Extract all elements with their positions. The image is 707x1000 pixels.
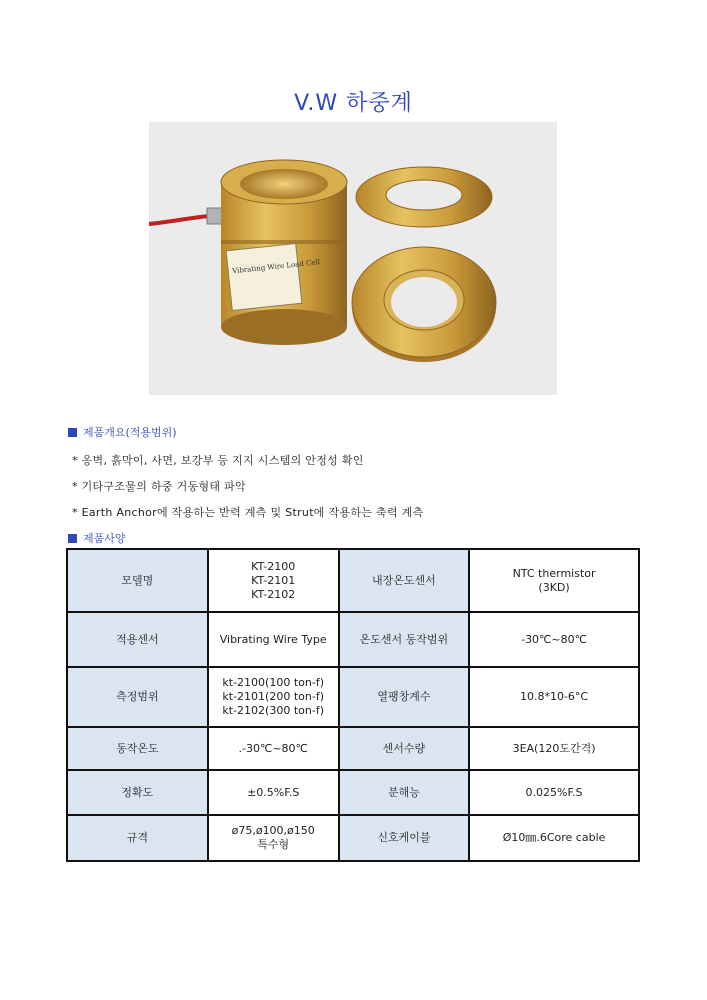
spec-label: 정확도	[67, 770, 208, 815]
table-row	[67, 815, 639, 861]
spec-value: 10.8*10-6°C	[469, 667, 639, 727]
table-row	[67, 549, 639, 612]
square-bullet-icon	[68, 534, 77, 543]
specs-heading: 제품사양	[68, 530, 126, 546]
overview-heading: 제품개요(적용범위)	[68, 424, 177, 440]
spec-value: 3EA(120도간격)	[469, 727, 639, 770]
spec-value: 0.025%F.S	[469, 770, 639, 815]
spec-label: 모델명	[67, 549, 208, 612]
spec-table	[66, 548, 640, 862]
spec-label: 적용센서	[67, 612, 208, 667]
spec-value: Ø10㎜.6Core cable	[469, 815, 639, 861]
spec-label: 규격	[67, 815, 208, 861]
square-bullet-icon	[68, 428, 77, 437]
overview-item: * Earth Anchor에 작용하는 반력 계측 및 Strut에 작용하는 축력 계측	[72, 506, 424, 519]
product-photo	[149, 122, 557, 395]
spec-label: 동작온도	[67, 727, 208, 770]
spec-label: 열팽창계수	[339, 667, 469, 727]
overview-item: * 옹벽, 흙막이, 사면, 보강부 등 지지 시스템의 안정성 확인	[72, 454, 364, 467]
spec-value: .-30℃~80℃	[208, 727, 339, 770]
page-title: V.W 하중계	[294, 91, 413, 116]
spec-value: -30℃~80℃	[469, 612, 639, 667]
table-row	[67, 770, 639, 815]
table-row	[67, 667, 639, 727]
cell-label-text: Vibrating Wire Load Cell	[231, 258, 321, 276]
spec-label: 측정범위	[67, 667, 208, 727]
spec-label: 내장온도센서	[339, 549, 469, 612]
spec-value: Vibrating Wire Type	[208, 612, 339, 667]
table-row	[67, 727, 639, 770]
spec-value: ø75,ø100,ø150 특수형	[208, 815, 339, 861]
spec-value: ±0.5%F.S	[208, 770, 339, 815]
spec-label: 신호케이블	[339, 815, 469, 861]
table-row	[67, 612, 639, 667]
spec-value: KT-2100 KT-2101 KT-2102	[208, 549, 339, 612]
overview-item: * 기타구조물의 하중 거동형태 파악	[72, 480, 246, 493]
spec-label: 분해능	[339, 770, 469, 815]
spec-label: 센서수량	[339, 727, 469, 770]
spec-value: kt-2100(100 ton-f) kt-2101(200 ton-f) kt-2102(300 ton-f)	[208, 667, 339, 727]
spec-label: 온도센서 동작범위	[339, 612, 469, 667]
spec-value: NTC thermistor (3KD)	[469, 549, 639, 612]
